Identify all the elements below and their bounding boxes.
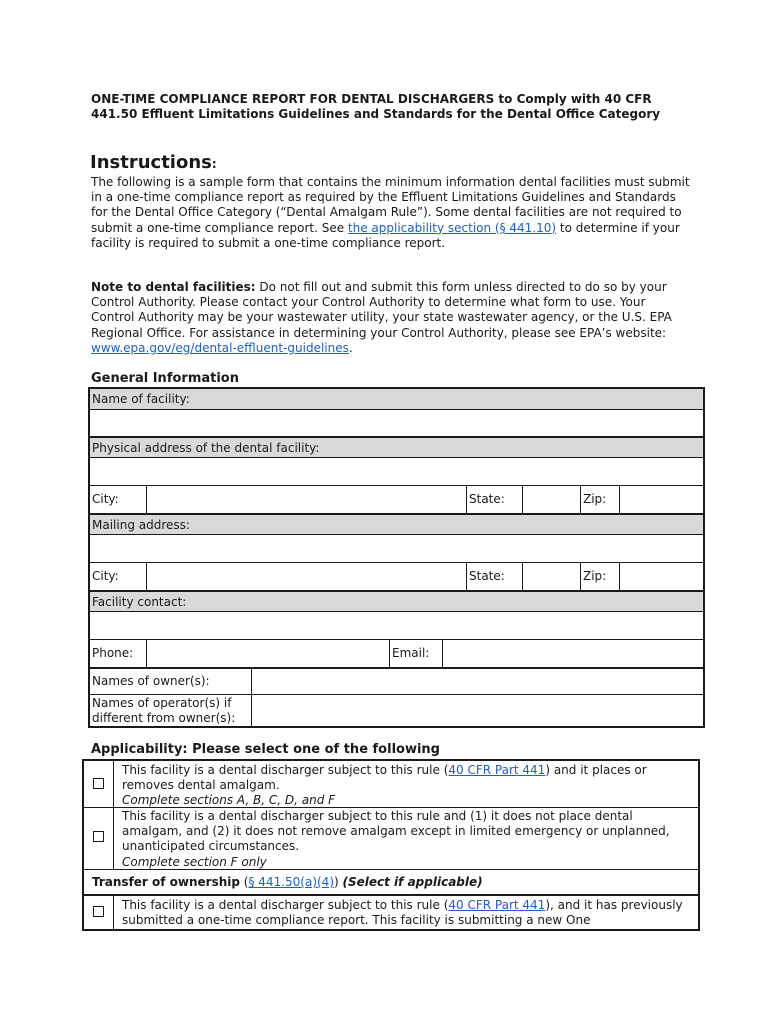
option-1-cfr-link[interactable]: 40 CFR Part 441: [448, 763, 546, 777]
transfer-label: Transfer of ownership: [92, 875, 240, 889]
city-label: City:: [90, 486, 147, 515]
instructions-text-2: to determine if your facility is required to submit a one-time compliance report.: [91, 220, 680, 250]
option-2-checkbox[interactable]: [93, 831, 104, 842]
facility-contact-label: Facility contact:: [90, 592, 703, 612]
applicability-table: [82, 759, 700, 931]
transfer-open: (: [239, 875, 249, 889]
zip-label: Zip:: [581, 486, 620, 515]
email-label: Email:: [390, 640, 443, 669]
general-info-table: [88, 387, 705, 728]
phone-field[interactable]: [147, 640, 390, 669]
email-field[interactable]: [443, 640, 703, 669]
option-1-checkbox-cell: [84, 761, 114, 807]
city-field[interactable]: [147, 486, 467, 515]
option-3-checkbox-cell: [84, 896, 114, 929]
option-2-text-a: This facility is a dental discharger subject to this rule and (1) it does not place dental amalgam, and (2) it does not remove amalgam except in limited emergency or unplanned, unanticipated circumstances.: [122, 809, 670, 854]
option-3-text-b: ), and it has previously submitted a one-time compliance report. This facility is submitting a new One: [122, 898, 683, 928]
instructions-heading-colon: :: [211, 157, 217, 171]
facility-name-field[interactable]: [90, 410, 703, 438]
transfer-close: ): [334, 875, 343, 889]
instructions-heading-text: Instructions: [90, 152, 212, 173]
option-3-cfr-link[interactable]: 40 CFR Part 441: [448, 898, 546, 912]
instructions-heading: [90, 152, 217, 175]
transfer-section-link[interactable]: § 441.50(a)(4): [248, 875, 335, 889]
option-1-checkbox[interactable]: [93, 778, 104, 789]
option-2-note: Complete section F only: [122, 854, 267, 869]
epa-website-link[interactable]: www.epa.gov/eg/dental-effluent-guidelines: [91, 340, 349, 355]
transfer-row: [84, 870, 698, 896]
mailing-city-label: City:: [90, 563, 147, 592]
note-end: .: [348, 340, 353, 355]
applicability-section-link[interactable]: the applicability section (§ 441.10): [347, 220, 557, 235]
option-2-text: [122, 809, 692, 870]
facility-contact-field[interactable]: [90, 612, 703, 640]
form-title: ONE-TIME COMPLIANCE REPORT FOR DENTAL DISCHARGERS to Comply with 40 CFR 441.50 Effluent Limitations Guidelines and Standards for the Dental Office Category: [91, 92, 661, 121]
physical-address-label: Physical address of the dental facility:: [90, 438, 703, 458]
phone-label: Phone:: [90, 640, 147, 669]
option-3-text-a: This facility is a dental discharger subject to this rule (: [122, 898, 449, 912]
option-2-row: [84, 808, 698, 870]
option-3-row: [84, 896, 698, 929]
option-3-checkbox[interactable]: [93, 906, 104, 917]
mailing-address-field[interactable]: [90, 535, 703, 563]
transfer-select-note: (Select if applicable): [342, 875, 483, 889]
facility-name-label: Name of facility:: [90, 389, 703, 410]
mailing-state-label: State:: [467, 563, 523, 592]
zip-field[interactable]: [620, 486, 703, 515]
option-1-text: [122, 763, 692, 809]
mailing-state-field[interactable]: [523, 563, 581, 592]
owners-field[interactable]: [252, 669, 703, 695]
mailing-zip-label: Zip:: [581, 563, 620, 592]
option-1-text-b: ) and it places or removes dental amalgam.: [122, 763, 647, 793]
instructions-paragraph: [91, 175, 691, 251]
owners-label: Names of owner(s):: [90, 669, 252, 695]
option-2-checkbox-cell: [84, 808, 114, 869]
applicability-heading: Applicability: Please select one of the following: [91, 742, 440, 757]
physical-address-field[interactable]: [90, 458, 703, 486]
option-3-text: [122, 898, 692, 928]
option-1-text-a: This facility is a dental discharger subject to this rule (: [122, 763, 449, 777]
note-label: Note to dental facilities:: [91, 280, 256, 294]
transfer-heading: [92, 875, 483, 890]
mailing-address-label: Mailing address:: [90, 515, 703, 535]
mailing-city-field[interactable]: [147, 563, 467, 592]
note-paragraph: [91, 280, 691, 356]
operators-field[interactable]: [252, 695, 703, 726]
state-field[interactable]: [523, 486, 581, 515]
operators-label: Names of operator(s) if different from owner(s):: [90, 695, 252, 726]
instructions-text-1: The following is a sample form that contains the minimum information dental facilities must submit in a one-time compliance report as required by the Effluent Limitations Guidelines and Standards for the Dental Office Category (“Dental Amalgam Rule”). Some dental facilities are not required to submit a one-time compliance report. See: [91, 175, 690, 235]
option-1-row: [84, 761, 698, 808]
option-1-note: Complete sections A, B, C, D, and F: [122, 793, 336, 808]
mailing-zip-field[interactable]: [620, 563, 703, 592]
note-text: Do not fill out and submit this form unless directed to do so by your Control Authority. Please contact your Control Authority to determine what form to use. Your Control Authority may be your wastewater utility, your state wastewater agency, or the U.S. EPA Regional Office. For assistance in determining your Control Authority, please see EPA’s website:: [91, 280, 672, 340]
state-label: State:: [467, 486, 523, 515]
general-info-heading: General Information: [91, 371, 239, 386]
